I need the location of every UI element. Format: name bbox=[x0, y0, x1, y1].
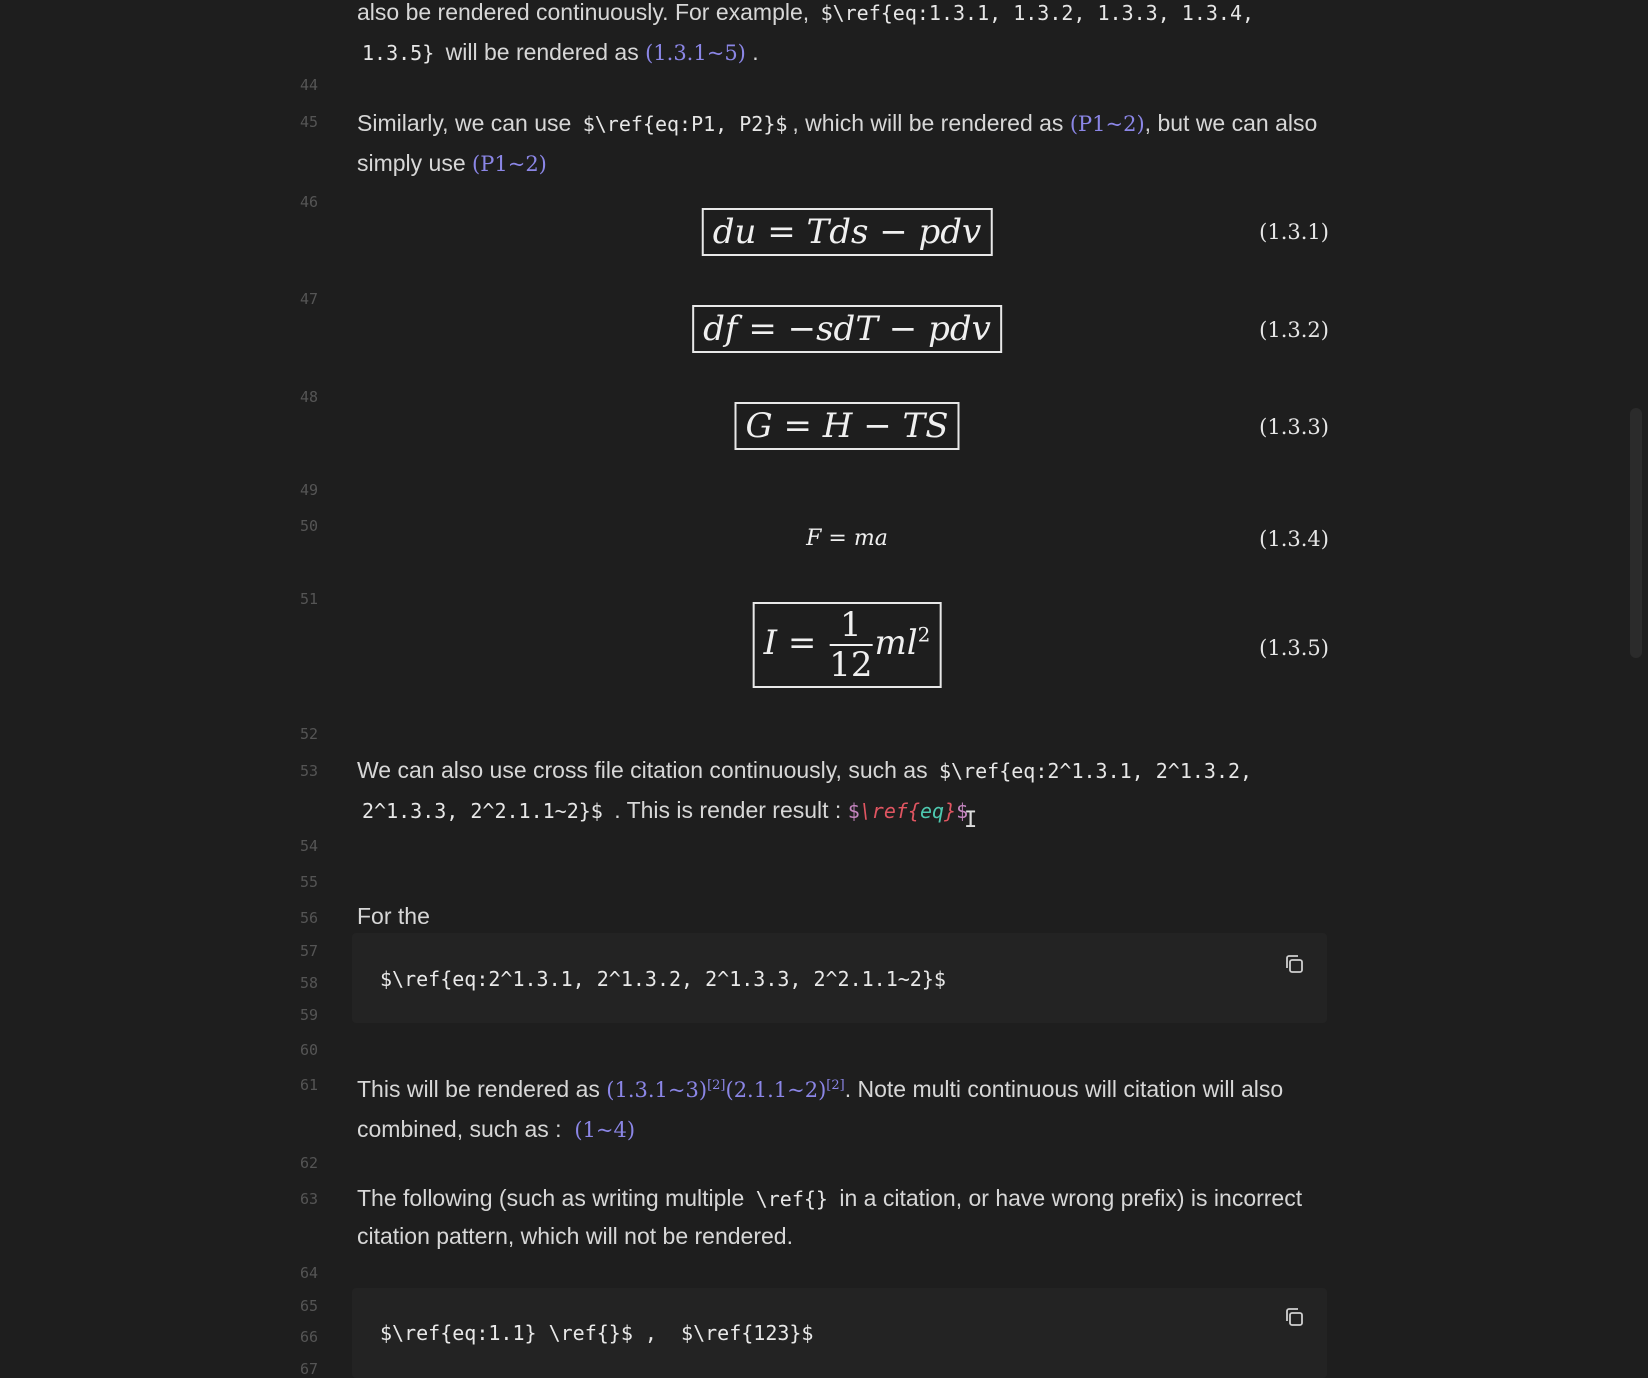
paragraph-text: in a citation, or have wrong prefix) is incorrect citation pattern, which will not be rendered. bbox=[357, 1185, 1303, 1249]
line-number: 61 bbox=[299, 1076, 318, 1094]
fraction bbox=[829, 606, 872, 684]
text-cursor-icon: I bbox=[964, 808, 978, 833]
math-source-being-edited[interactable] bbox=[848, 799, 968, 823]
citation-link[interactable] bbox=[606, 1078, 844, 1102]
line-number: 57 bbox=[299, 942, 318, 960]
paragraph-text: also be rendered continuously. For example, bbox=[357, 0, 810, 25]
line-number: 47 bbox=[299, 290, 318, 308]
boxed-equation[interactable]: G = H − TS bbox=[735, 402, 960, 450]
inline-code: 1.3.5} bbox=[362, 41, 435, 65]
code-block[interactable] bbox=[352, 933, 1327, 1023]
line-number: 44 bbox=[299, 76, 318, 94]
line-number: 52 bbox=[299, 725, 318, 743]
line-number: 59 bbox=[299, 1006, 318, 1024]
paragraph-text: Similarly, we can use bbox=[357, 110, 572, 136]
fraction-numerator: 1 bbox=[829, 606, 872, 646]
code-block[interactable] bbox=[352, 1288, 1327, 1378]
line-number: 46 bbox=[299, 193, 318, 211]
paragraph-text: will be rendered as bbox=[445, 39, 639, 65]
inline-code: $\ref{eq:1.3.1, 1.3.2, 1.3.3, 1.3.4, bbox=[820, 1, 1255, 25]
citation-text: (2.1.1~2) bbox=[725, 1078, 827, 1102]
paragraph-text: . bbox=[752, 39, 759, 65]
source-token: $ bbox=[956, 799, 969, 823]
citation-footnote: [2] bbox=[826, 1078, 845, 1093]
equation-row bbox=[357, 520, 1337, 580]
equation-row bbox=[357, 602, 1337, 692]
equation-number: (1.3.1) bbox=[1259, 220, 1329, 244]
source-token: \ref bbox=[859, 799, 908, 823]
equation-exponent: 2 bbox=[917, 622, 931, 647]
line-number: 58 bbox=[299, 974, 318, 992]
line-number: 56 bbox=[299, 909, 318, 927]
line-number: 65 bbox=[299, 1297, 318, 1315]
equation-row bbox=[357, 300, 1337, 360]
boxed-equation[interactable] bbox=[753, 602, 942, 688]
line-number: 67 bbox=[299, 1360, 318, 1378]
line-number: 64 bbox=[299, 1264, 318, 1282]
copy-icon[interactable] bbox=[1283, 1306, 1305, 1328]
equation-row bbox=[357, 398, 1337, 458]
source-token: } bbox=[944, 799, 957, 823]
equation-number: (1.3.3) bbox=[1259, 415, 1329, 439]
line-number: 62 bbox=[299, 1154, 318, 1172]
citation-link[interactable]: (P1~2) bbox=[472, 152, 547, 176]
inline-code: \ref{} bbox=[755, 1187, 828, 1211]
inline-code: 2^1.3.3, 2^2.1.1~2}$ bbox=[362, 799, 603, 823]
boxed-equation[interactable]: df = −sdT − pdv bbox=[692, 305, 1002, 353]
paragraph-for-the bbox=[357, 897, 1337, 936]
citation-link[interactable]: (P1~2) bbox=[1069, 112, 1145, 136]
paragraph-text: We can also use cross file citation continuously, such as bbox=[357, 757, 928, 783]
paragraph-text: This will be rendered as bbox=[357, 1076, 600, 1102]
equation-number: (1.3.5) bbox=[1259, 636, 1329, 660]
citation-link[interactable]: (1~4) bbox=[574, 1118, 636, 1142]
equation-rhs: ml bbox=[874, 623, 918, 663]
source-token: { bbox=[907, 799, 920, 823]
citation-link[interactable]: (1.3.1~5) bbox=[645, 41, 746, 65]
citation-footnote: [2] bbox=[707, 1078, 726, 1093]
equation[interactable]: F = ma bbox=[806, 526, 888, 551]
paragraph-incorrect-patterns bbox=[357, 1180, 1337, 1255]
paragraph-text: The following (such as writing multiple bbox=[357, 1185, 745, 1211]
paragraph-cross-file bbox=[357, 751, 1337, 831]
equation-number: (1.3.4) bbox=[1259, 527, 1329, 551]
line-number: 54 bbox=[299, 837, 318, 855]
inline-code: $\ref{eq:P1, P2}$ bbox=[582, 112, 788, 136]
equation-lhs: I = bbox=[763, 623, 817, 663]
paragraph-text: , which will be rendered as bbox=[792, 110, 1064, 136]
line-number: 66 bbox=[299, 1328, 318, 1346]
line-number: 50 bbox=[299, 517, 318, 535]
boxed-equation[interactable]: du = Tds − pdv bbox=[702, 208, 993, 256]
line-number: 60 bbox=[299, 1041, 318, 1059]
line-number: 55 bbox=[299, 873, 318, 891]
fraction-denominator: 12 bbox=[829, 645, 873, 685]
paragraph-render-result bbox=[357, 1066, 1337, 1150]
code-block-text[interactable]: $\ref{eq:2^1.3.1, 2^1.3.2, 2^1.3.3, 2^2.1.1~2}$ bbox=[380, 967, 946, 991]
source-token: $ bbox=[847, 799, 860, 823]
line-number: 51 bbox=[299, 590, 318, 608]
line-number: 48 bbox=[299, 388, 318, 406]
inline-code: $\ref{eq:2^1.3.1, 2^1.3.2, bbox=[939, 759, 1253, 783]
line-number: 53 bbox=[299, 762, 318, 780]
citation-text: (1.3.1~3) bbox=[606, 1078, 708, 1102]
line-number: 63 bbox=[299, 1190, 318, 1208]
code-block-text[interactable]: $\ref{eq:1.1} \ref{}$ , $\ref{123}$ bbox=[380, 1321, 814, 1345]
equation-row bbox=[357, 202, 1337, 262]
paragraph-text: . Note multi continuous will citation will also combined, such as : bbox=[357, 1076, 1284, 1142]
paragraph-continuous-example bbox=[357, 0, 1337, 73]
line-number: 49 bbox=[299, 481, 318, 499]
line-number: 45 bbox=[299, 113, 318, 131]
paragraph-text: , but we can also simply use bbox=[357, 110, 1318, 176]
paragraph-similarly bbox=[357, 104, 1337, 184]
vertical-scrollbar[interactable] bbox=[1630, 408, 1642, 658]
paragraph-text: For the bbox=[357, 903, 430, 929]
source-token: eq bbox=[919, 799, 945, 823]
copy-icon[interactable] bbox=[1283, 953, 1305, 975]
equation-number: (1.3.2) bbox=[1259, 318, 1329, 342]
paragraph-text: . This is render result : bbox=[614, 797, 842, 823]
